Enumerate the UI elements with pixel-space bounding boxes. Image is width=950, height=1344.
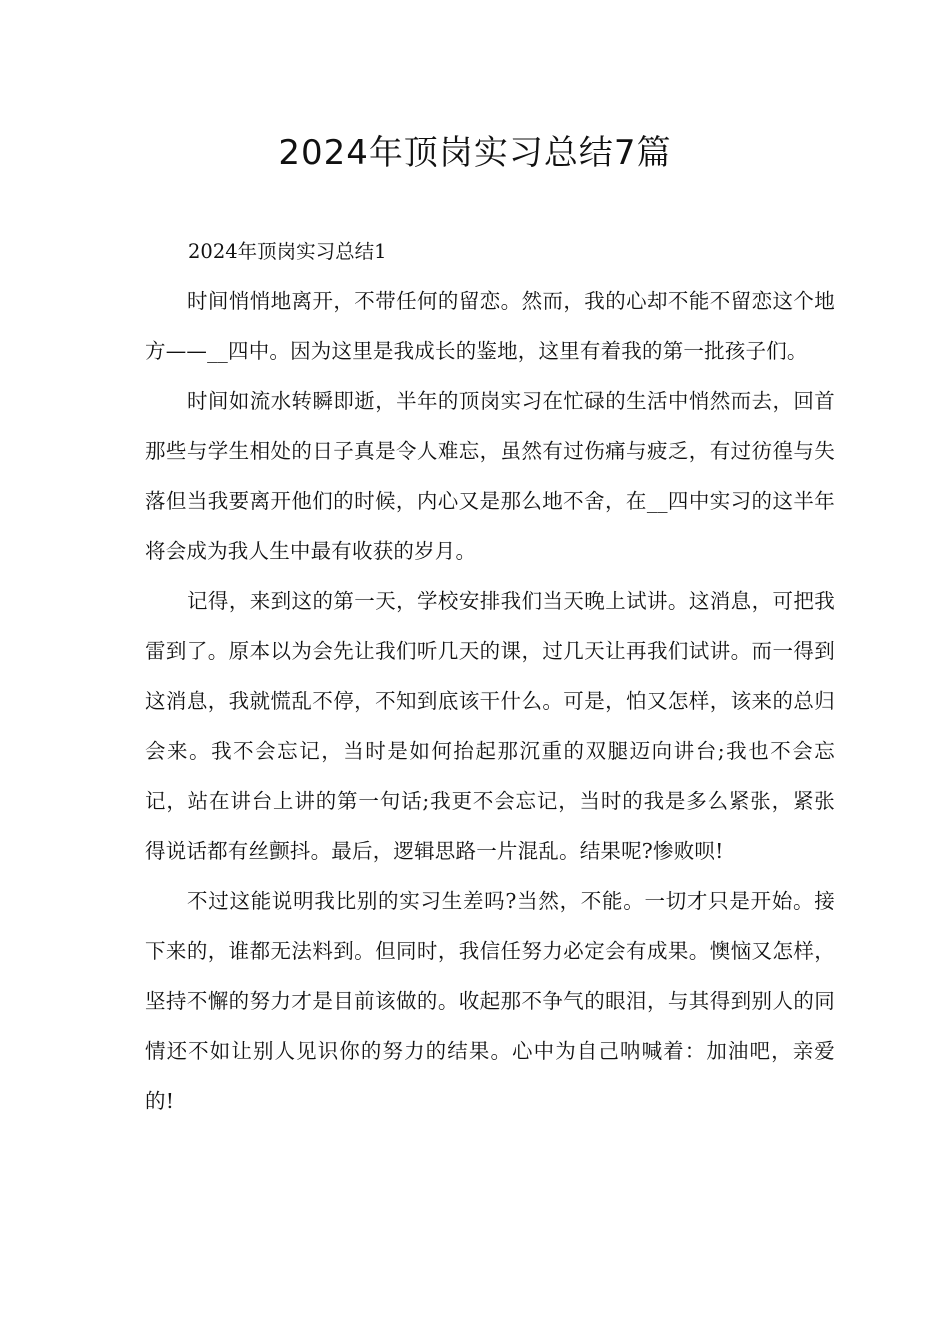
document-title: 2024年顶岗实习总结7篇 [278,133,672,173]
paragraph: 时间如流水转瞬即逝，半年的顶岗实习在忙碌的生活中悄然而去，回首那些与学生相处的日子真是令人难忘，虽然有过伤痛与疲乏，有过彷徨与失落但当我要离开他们的时候，内心又是那么地不舍，在__四中实习的这半年将会成为我人生中最有收获的岁月。 [145,389,835,563]
section-heading: 2024年顶岗实习总结1 [188,240,387,263]
paragraph: 时间悄悄地离开，不带任何的留恋。然而，我的心却不能不留恋这个地方——__四中。因为这里是我成长的鉴地，这里有着我的第一批孩子们。 [145,289,835,363]
document-body [145,276,835,1126]
paragraph: 记得，来到这的第一天，学校安排我们当天晚上试讲。这消息，可把我雷到了。原本以为会先让我们听几天的课，过几天让再我们试讲。而一得到这消息，我就慌乱不停，不知到底该干什么。可是，怕又怎样，该来的总归会来。我不会忘记，当时是如何抬起那沉重的双腿迈向讲台;我也不会忘记，站在讲台上讲的第一句话;我更不会忘记，当时的我是多么紧张，紧张得说话都有丝颤抖。最后，逻辑思路一片混乱。结果呢?惨败呗! [145,589,835,863]
paragraph: 不过这能说明我比别的实习生差吗?当然，不能。一切才只是开始。接下来的，谁都无法料到。但同时，我信任努力必定会有成果。懊恼又怎样，坚持不懈的努力才是目前该做的。收起那不争气的眼泪，与其得到别人的同情还不如让别人见识你的努力的结果。心中为自己呐喊着：加油吧，亲爱的! [145,889,835,1113]
